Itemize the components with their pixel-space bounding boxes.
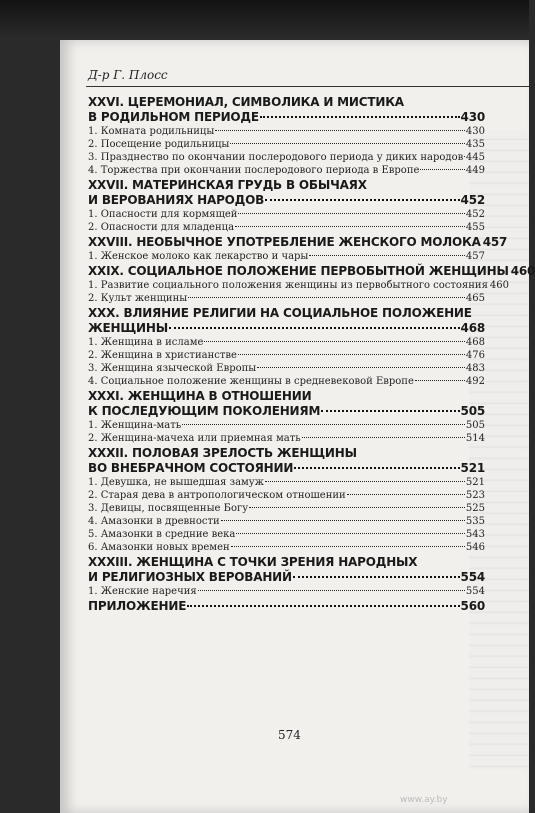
toc-entry bbox=[88, 138, 485, 151]
chapter-heading bbox=[88, 389, 485, 419]
toc-entry bbox=[88, 279, 509, 292]
toc-entry-page: 554 bbox=[465, 586, 485, 597]
dot-leader bbox=[238, 354, 465, 355]
dot-leader bbox=[187, 605, 459, 607]
chapter-heading bbox=[88, 599, 485, 614]
dot-leader bbox=[188, 297, 465, 298]
dot-leader bbox=[231, 546, 465, 547]
toc-entry-page: 514 bbox=[465, 433, 485, 444]
toc-entry bbox=[88, 541, 485, 554]
toc-entry bbox=[88, 250, 485, 263]
toc-entry-page: 492 bbox=[465, 376, 485, 387]
chapter-page-number: 430 bbox=[460, 110, 485, 124]
dot-leader bbox=[182, 424, 465, 425]
toc-entry bbox=[88, 489, 485, 502]
chapter-title-line: ЖЕНЩИНЫ bbox=[88, 321, 168, 335]
toc-entry-page: 449 bbox=[465, 165, 485, 176]
chapter-title-line: XXVI. ЦЕРЕМОНИАЛ, СИМВОЛИКА И МИСТИКА bbox=[88, 95, 404, 109]
toc-entry-title: 2. Посещение родильницы bbox=[88, 139, 230, 150]
chapter-title-line: И РЕЛИГИОЗНЫХ ВЕРОВАНИЙ bbox=[88, 570, 292, 584]
chapter-page-number: 554 bbox=[460, 570, 485, 584]
toc-entry bbox=[88, 164, 485, 177]
dot-leader bbox=[249, 507, 465, 508]
chapter-title-line: ВО ВНЕБРАЧНОМ СОСТОЯНИИ bbox=[88, 461, 294, 475]
dot-leader bbox=[265, 199, 459, 201]
chapter-page-number: 521 bbox=[460, 461, 485, 475]
toc-entry-page: 455 bbox=[465, 222, 485, 233]
dot-leader bbox=[464, 156, 465, 157]
chapter-title-line: XXIX. СОЦИАЛЬНОЕ ПОЛОЖЕНИЕ ПЕРВОБЫТНОЙ ЖЕНЩИНЫ bbox=[88, 264, 509, 278]
chapter-title-line: XXVII. МАТЕРИНСКАЯ ГРУДЬ В ОБЫЧАЯХ bbox=[88, 178, 367, 192]
dot-leader bbox=[198, 590, 465, 591]
dot-leader bbox=[415, 380, 465, 381]
header-rule bbox=[86, 86, 529, 87]
dot-leader bbox=[347, 494, 465, 495]
toc-entry bbox=[88, 125, 485, 138]
chapter-title-line: XXXI. ЖЕНЩИНА В ОТНОШЕНИИ bbox=[88, 389, 312, 403]
dot-leader bbox=[321, 410, 459, 412]
toc-entry bbox=[88, 375, 485, 388]
toc-entry-title: 1. Опасности для кормящей bbox=[88, 209, 238, 220]
chapter-title-row bbox=[88, 599, 485, 614]
toc-entry-page: 476 bbox=[465, 350, 485, 361]
toc-entry-page: 505 bbox=[465, 420, 485, 431]
toc-entry-title: 2. Женщина в христианстве bbox=[88, 350, 237, 361]
page-number: 574 bbox=[278, 728, 301, 742]
dot-leader bbox=[257, 367, 465, 368]
dot-leader bbox=[260, 116, 460, 118]
toc-entry bbox=[88, 362, 485, 375]
dot-leader bbox=[294, 467, 459, 469]
dot-leader bbox=[293, 576, 460, 578]
chapter-page-number: 505 bbox=[460, 404, 485, 418]
toc-entry bbox=[88, 208, 485, 221]
toc-entry-page: 543 bbox=[465, 529, 485, 540]
chapter-title-line: XXXII. ПОЛОВАЯ ЗРЕЛОСТЬ ЖЕНЩИНЫ bbox=[88, 446, 357, 460]
chapter-page-number: 468 bbox=[460, 321, 485, 335]
dot-leader bbox=[302, 437, 465, 438]
toc-entry bbox=[88, 432, 485, 445]
scan-frame bbox=[0, 0, 529, 40]
chapter-heading bbox=[88, 235, 508, 250]
toc-entry-page: 468 bbox=[465, 337, 485, 348]
dot-leader bbox=[238, 213, 464, 214]
toc-entry-title: 1. Женщина-мать bbox=[88, 420, 182, 431]
toc-entry-page: 460 bbox=[489, 280, 509, 291]
dot-leader bbox=[265, 481, 465, 482]
toc-entry-title: 3. Празднество по окончании послеродового периода у диких народов bbox=[88, 152, 464, 163]
chapter-title-line: ПРИЛОЖЕНИЕ bbox=[88, 599, 187, 613]
toc-entry bbox=[88, 515, 485, 528]
toc-entry-title: 3. Девицы, посвященные Богу bbox=[88, 503, 249, 514]
chapter-title-row bbox=[88, 193, 485, 208]
dot-leader bbox=[230, 143, 465, 144]
toc-entry bbox=[88, 151, 485, 164]
toc-entry bbox=[88, 292, 485, 305]
watermark-text: www.ay.by bbox=[400, 795, 448, 805]
chapter-page-number: 560 bbox=[460, 599, 485, 613]
chapter-title-line: XXVIII. НЕОБЫЧНОЕ УПОТРЕБЛЕНИЕ ЖЕНСКОГО МОЛОКА bbox=[88, 235, 481, 249]
toc-entry-title: 1. Развитие социального положения женщины из первобытного состояния bbox=[88, 280, 488, 291]
chapter-title-line: В РОДИЛЬНОМ ПЕРИОДЕ bbox=[88, 110, 259, 124]
toc-entry-page: 452 bbox=[465, 209, 485, 220]
chapter-title-line: И ВЕРОВАНИЯХ НАРОДОВ bbox=[88, 193, 265, 207]
dot-leader bbox=[204, 341, 465, 342]
dot-leader bbox=[236, 533, 465, 534]
chapter-title-line: XXXIII. ЖЕНЩИНА С ТОЧКИ ЗРЕНИЯ НАРОДНЫХ bbox=[88, 555, 418, 569]
chapter-heading bbox=[88, 446, 485, 476]
toc-entry-page: 521 bbox=[465, 477, 485, 488]
dot-leader bbox=[169, 327, 460, 329]
toc-entry bbox=[88, 419, 485, 432]
toc-entry bbox=[88, 349, 485, 362]
toc-entry-title: 2. Женщина-мачеха или приемная мать bbox=[88, 433, 301, 444]
chapter-title-row bbox=[88, 461, 485, 476]
toc-entry-title: 4. Торжества при окончании послеродового периода в Европе bbox=[88, 165, 420, 176]
toc-entry-page: 546 bbox=[465, 542, 485, 553]
toc-entry-title: 1. Женское молоко как лекарство и чары bbox=[88, 251, 309, 262]
dot-leader bbox=[215, 130, 465, 131]
toc-entry bbox=[88, 221, 485, 234]
chapter-heading bbox=[88, 95, 485, 125]
chapter-page-number: 457 bbox=[482, 235, 508, 249]
toc-entry-page: 430 bbox=[465, 126, 485, 137]
toc-entry bbox=[88, 528, 485, 541]
toc-entry-title: 4. Социальное положение женщины в средневековой Европе bbox=[88, 376, 414, 387]
table-of-contents bbox=[88, 94, 535, 614]
toc-entry bbox=[88, 476, 485, 489]
toc-entry-page: 445 bbox=[465, 152, 485, 163]
toc-entry-title: 3. Женщина языческой Европы bbox=[88, 363, 257, 374]
dot-leader bbox=[420, 169, 465, 170]
toc-entry-title: 4. Амазонки в древности bbox=[88, 516, 220, 527]
toc-entry bbox=[88, 502, 485, 515]
running-header-author: Д-р Г. Плосс bbox=[88, 68, 168, 82]
chapter-heading bbox=[88, 264, 535, 279]
toc-entry-page: 483 bbox=[465, 363, 485, 374]
chapter-heading bbox=[88, 178, 485, 208]
dot-leader bbox=[235, 226, 465, 227]
chapter-heading bbox=[88, 306, 485, 336]
toc-entry-title: 1. Женские наречия bbox=[88, 586, 197, 597]
toc-entry-title: 5. Амазонки в средние века bbox=[88, 529, 236, 540]
toc-entry-title: 6. Амазонки новых времен bbox=[88, 542, 230, 553]
chapter-title-row bbox=[88, 110, 485, 125]
toc-entry-page: 435 bbox=[465, 139, 485, 150]
toc-entry-page: 525 bbox=[465, 503, 485, 514]
chapter-title-row bbox=[88, 321, 485, 336]
toc-entry-page: 523 bbox=[465, 490, 485, 501]
chapter-title-row bbox=[88, 235, 508, 250]
toc-entry-title: 1. Женщина в исламе bbox=[88, 337, 204, 348]
toc-entry-title: 2. Опасности для младенца bbox=[88, 222, 235, 233]
dot-leader bbox=[221, 520, 465, 521]
toc-entry bbox=[88, 336, 485, 349]
toc-entry-page: 457 bbox=[465, 251, 485, 262]
toc-entry-title: 2. Старая дева в антропологическом отношении bbox=[88, 490, 346, 501]
toc-entry-page: 535 bbox=[465, 516, 485, 527]
chapter-title-row bbox=[88, 264, 535, 279]
chapter-title-line: XXX. ВЛИЯНИЕ РЕЛИГИИ НА СОЦИАЛЬНОЕ ПОЛОЖЕНИЕ bbox=[88, 306, 472, 320]
chapter-title-line: К ПОСЛЕДУЮЩИМ ПОКОЛЕНИЯМ bbox=[88, 404, 321, 418]
chapter-heading bbox=[88, 555, 485, 585]
chapter-title-row bbox=[88, 570, 485, 585]
toc-entry-page: 465 bbox=[465, 293, 485, 304]
toc-entry bbox=[88, 585, 485, 598]
chapter-page-number: 452 bbox=[460, 193, 485, 207]
toc-entry-title: 1. Комната родильницы bbox=[88, 126, 215, 137]
toc-entry-title: 2. Культ женщины bbox=[88, 293, 188, 304]
chapter-title-row bbox=[88, 404, 485, 419]
toc-entry-title: 1. Девушка, не вышедшая замуж bbox=[88, 477, 264, 488]
chapter-page-number: 460 bbox=[510, 264, 535, 278]
dot-leader bbox=[309, 255, 465, 256]
